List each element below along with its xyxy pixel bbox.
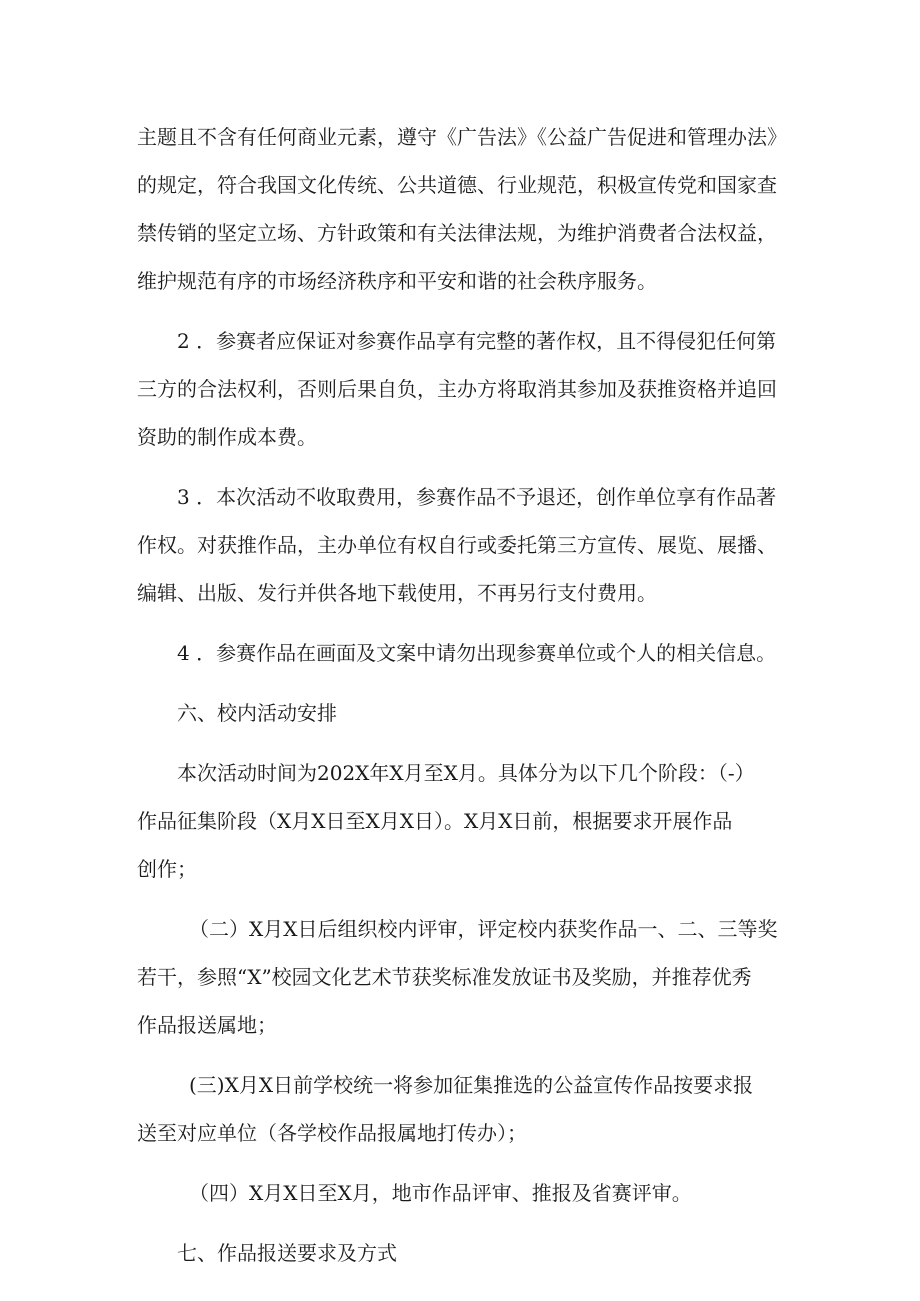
schedule-paragraph-line: 创作； — [137, 857, 197, 881]
paragraph-line: 的规定，符合我国文化传统、公共道德、行业规范，积极宣传党和国家查 — [137, 173, 777, 197]
list-item-4-line: 4 ．参赛作品在画面及文案中请勿出现参赛单位或个人的相关信息。 — [177, 641, 777, 665]
stage-two-line: （二）X月X日后组织校内评审，评定校内获奖作品一、二、三等奖 — [189, 917, 778, 941]
list-item-2-line: 2 ．参赛者应保证对参赛作品享有完整的著作权，且不得侵犯任何第 — [177, 329, 777, 353]
section-heading-six: 六、校内活动安排 — [177, 701, 337, 725]
paragraph-line: 禁传销的坚定立场、方针政策和有关法律法规，为维护消费者合法权益， — [137, 221, 777, 245]
paragraph-line: 主题且不含有任何商业元素，遵守《广告法》《公益广告促进和管理办法》 — [137, 125, 787, 149]
stage-three-line: 送至对应单位（各学校作品报属地打传办）； — [137, 1121, 527, 1145]
section-heading-seven: 七、作品报送要求及方式 — [177, 1241, 397, 1265]
stage-two-line: 作品报送属地； — [137, 1013, 277, 1037]
list-item-2-line: 资助的制作成本费。 — [137, 425, 317, 449]
list-item-2-line: 三方的合法权利，否则后果自负，主办方将取消其参加及获推资格并追回 — [137, 377, 777, 401]
paragraph-line: 维护规范有序的市场经济秩序和平安和谐的社会秩序服务。 — [137, 269, 657, 293]
stage-two-line: 若干，参照“X”校园文化艺术节获奖标准发放证书及奖励，并推荐优秀 — [137, 965, 752, 989]
list-item-3-line: 3 ．本次活动不收取费用，参赛作品不予退还，创作单位享有作品著 — [177, 485, 777, 509]
stage-three-line: (三)X月X日前学校统一将参加征集推选的公益宣传作品按要求报 — [189, 1073, 754, 1097]
list-item-3-line: 作权。对获推作品，主办单位有权自行或委托第三方宣传、展览、展播、 — [137, 533, 777, 557]
stage-four-line: （四）X月X日至X月，地市作品评审、推报及省赛评审。 — [189, 1181, 692, 1205]
schedule-paragraph-line: 作品征集阶段（X月X日至X月X日）。X月X日前，根据要求开展作品 — [137, 809, 733, 833]
document-body — [137, 113, 787, 1277]
list-item-3-line: 编辑、出版、发行并供各地下载使用，不再另行支付费用。 — [137, 581, 657, 605]
schedule-paragraph-line: 本次活动时间为202X年X月至X月。具体分为以下几个阶段：（-） — [177, 761, 755, 785]
